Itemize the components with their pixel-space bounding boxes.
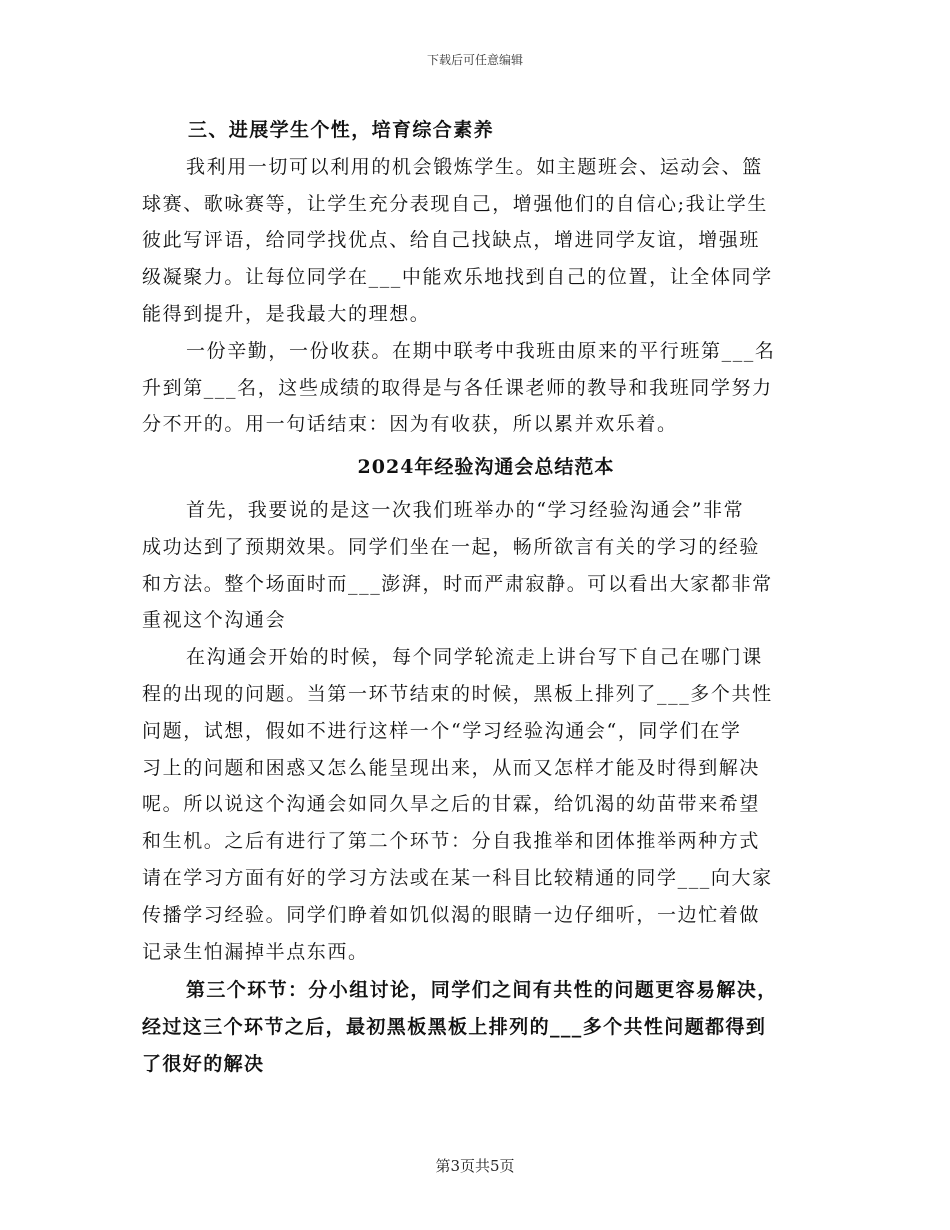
section-heading: 三、进展学生个性，培育综合素养 [188,119,495,141]
text-line: 首先，我要说的是这一次我们班举办的“学习经验沟通会”非常 [186,498,745,521]
text-line: 呢。所以说这个沟通会如同久旱之后的甘霖，给饥渴的幼苗带来希望 [142,793,761,816]
paragraph [142,333,818,443]
text-line: 传播学习经验。同学们睁着如饥似渴的眼睛一边仔细听，一边忙着做 [142,903,761,926]
text-line: 经过这三个环节之后，最初黑板黑板上排列的___多个共性问题都得到 [142,1016,767,1039]
text-line: 彼此写评语，给同学找优点、给自己找缺点，增进同学友谊，增强班 [142,229,761,252]
text-line: 成功达到了预期效果。同学们坐在一起，畅所欲言有关的学习的经验 [142,535,761,558]
text-line: 第三个环节：分小组讨论，同学们之间有共性的问题更容易解决， [186,979,778,1002]
text-line: 一份辛勤，一份收获。在期中联考中我班由原来的平行班第___名 [186,339,776,362]
text-line: 和生机。之后有进行了第二个环节：分自我推举和团体推举两种方式 [142,830,761,853]
text-line: 重视这个沟通会 [142,609,287,632]
text-line: 分不开的。用一句话结束：因为有收获，所以累并欢乐着。 [142,413,678,436]
document-body [142,112,818,1083]
text-line: 能得到提升，是我最大的理想。 [142,302,431,325]
text-line: 升到第___名，这些成绩的取得是与各任课老师的教导和我班同学努力 [142,376,773,399]
text-line: 级凝聚力。让每位同学在___中能欢乐地找到自己的位置，让全体同学 [142,266,773,289]
text-line: 我利用一切可以利用的机会锻炼学生。如主题班会、运动会、篮 [186,155,763,178]
article-title: 2024年经验沟通会总结范本 [357,456,615,479]
text-line: 习上的问题和困惑又怎么能呈现出来，从而又怎样才能及时得到解决 [142,756,761,779]
text-line: 问题，试想，假如不进行这样一个“学习经验沟通会“，同学们在学 [142,719,742,742]
paragraph [142,149,818,333]
text-line: 球赛、歌咏赛等，让学生充分表现自己，增强他们的自信心;我让学生 [142,192,769,215]
text-line: 程的出现的问题。当第一环节结束的时候，黑板上排列了___多个共性 [142,682,773,705]
text-line: 和方法。整个场面时而___澎湃，时而严肃寂静。可以看出大家都非常 [142,572,773,595]
page-footer: 第3页共5页 [435,1157,515,1175]
paragraph [142,639,818,970]
paragraph [142,492,818,639]
text-line: 记录生怕漏掉半点东西。 [142,940,369,963]
page-header: 下载后可任意编辑 [426,53,523,67]
text-line: 在沟通会开始的时候，每个同学轮流走上讲台写下自己在哪门课 [186,646,763,669]
text-line: 请在学习方面有好的学习方法或在某一科目比较精通的同学___向大家 [142,866,773,889]
text-line: 了很好的解决 [142,1052,265,1075]
bold-paragraph [142,972,818,1082]
